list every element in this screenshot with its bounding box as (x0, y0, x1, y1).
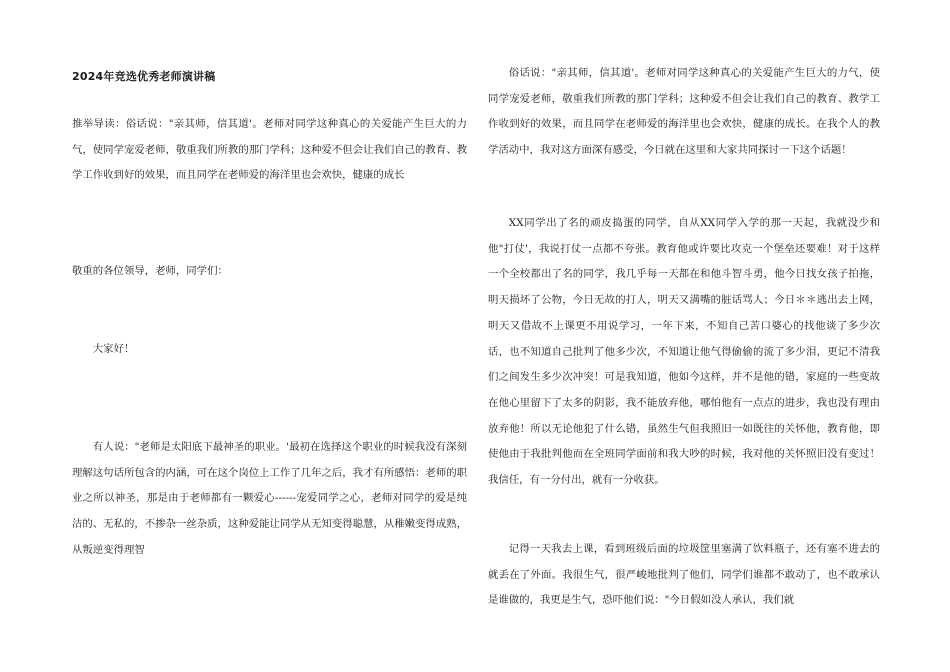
greeting: 大家好！ (92, 343, 135, 355)
body-paragraph: 有人说："老师是太阳底下最神圣的职业。'最初在选择这个职业的时候我没有深刻理解这句话所包含的内涵，可在这个岗位上工作了几年之后，我才有所感悟：老师的职业之所以神圣，那是由于老师都有一颗爱心------宠爱同学之心，老师对同学的爱是纯洁的、无私的，不掺杂一丝杂质，这种爱能让同学从无知变得聪慧，从稚嫩变得成熟，从叛逆变得理智 (72, 441, 467, 556)
page-title: 2024年竞选优秀老师演讲稿 (72, 70, 216, 83)
recommend-paragraph: 推举导读：俗话说："亲其师，信其道'。老师对同学这种真心的关爱能产生巨大的力气，使同学宠爱老师，敬重我们所教的那门学科；这种爱不但会让我们自己的教育、教学工作收到好的效果，而且同学在老师爱的海洋里也会欢快，健康的成长 (72, 118, 467, 182)
body-paragraph: XX同学出了名的顽皮捣蛋的同学，自从XX同学入学的那一天起，我就没少和他"打仗'，我说打仗一点都不夸张。教育他或许要比攻克一个堡垒还要难！对于这样一个全校都出了名的同学，我几乎每一天都在和他斗智斗勇，他今日找女孩子拍拖，明天损坏了公物，今日无故的打人，明天又满嘴的脏话骂人；今日＊＊逃出去上网，明天又借故不上课更不用说学习，一年下来，不知自己苦口婆心的找他谈了多少次话，也不知道自己批判了他多少次，不知道让他气得偷偷的流了多少泪，更记不清我们之间发生多少次冲突！可是我知道，他如今这样，并不是他的错，家庭的一些变故在他心里留下了太多的阴影，我不能放弃他，哪怕他有一点点的进步，我也没有理由放弃他！所以无论他犯了什么错，虽然生气但我照旧一如既往的关怀他，教育他，即使他由于我批判他而在全班同学面前和我大吵的时候，我对他的关怀照旧没有变过！我信任，有一分付出，就有一分收获。 (488, 217, 880, 487)
body-paragraph: 记得一天我去上课，看到班级后面的垃圾筐里塞满了饮料瓶子，还有塞不进去的就丢在了外面。我很生气，很严峻地批判了他们，同学们谁都不敢动了，也不敢承认是谁做的，我更是生气，恐吓他们说："今日假如没人承认，我们就 (488, 543, 880, 607)
salutation: 敬重的各位领导，老师，同学们： (72, 265, 228, 277)
body-paragraph: 俗话说："亲其师，信其道'。老师对同学这种真心的关爱能产生巨大的力气，使同学宠爱老师，敬重我们所教的那门学科；这种爱不但会让我们自己的教育、教学工作收到好的效果，而且同学在老师爱的海洋里也会欢快，健康的成长。在我个人的教学活动中，我对这方面深有感受，今日就在这里和大家共同探讨一下这个话题！ (488, 67, 880, 157)
